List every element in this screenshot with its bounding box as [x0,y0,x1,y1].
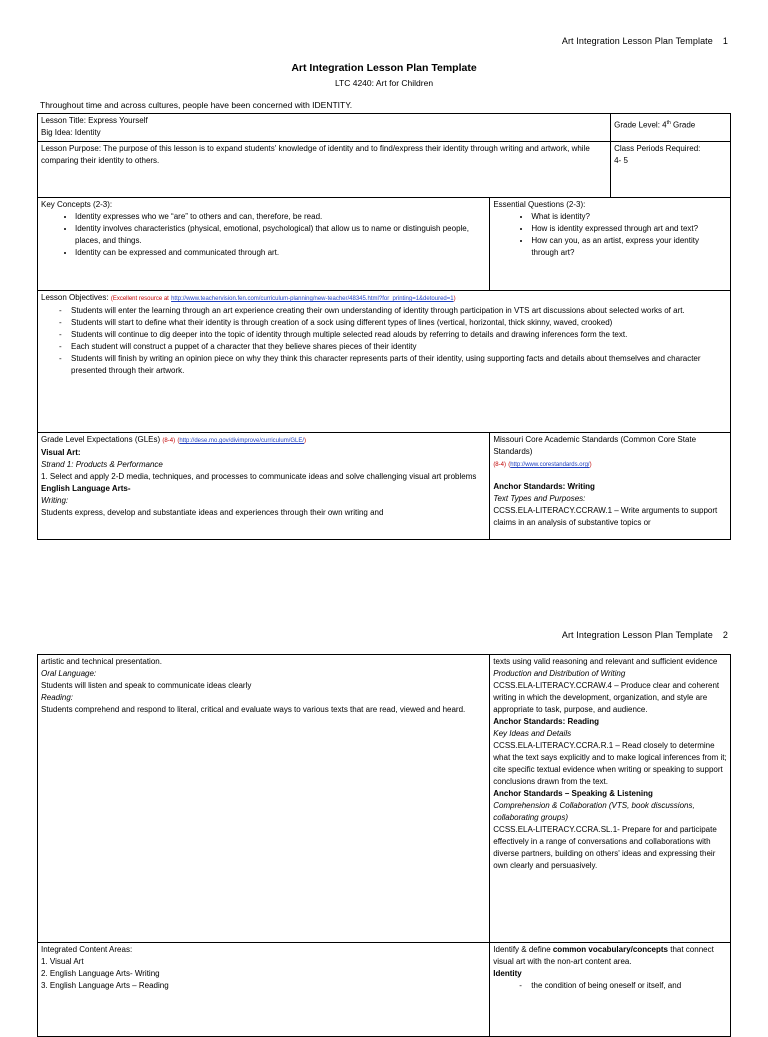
mcas-range: (8-4) [493,462,506,468]
key-ideas-label: Key Ideas and Details [493,729,572,738]
grade-level-suffix: Grade [670,120,696,130]
list-item: • What is identity? [531,211,727,223]
writing-cont: artistic and technical presentation. [41,657,162,666]
strand-label: Strand 1: Products & Performance [41,460,163,469]
visual-art-label: Visual Art: [41,448,81,457]
anchor-writing-label: Anchor Standards: Writing [493,482,595,491]
lesson-title-row [38,114,731,142]
gle-continued-cell [38,655,490,943]
text-types-label: Text Types and Purposes: [493,494,586,503]
writing-text: Students express, develop and substantiate ideas and experiences through their own writing and [41,508,384,517]
document-subtitle: LTC 4240: Art for Children [334,78,434,88]
list-item: • How is identity expressed through art and text? [531,223,727,235]
mcas-continued-cell [490,655,731,943]
gle-link[interactable]: http://dese.mo.gov/divimprove/curriculum/GLE/ [179,438,305,444]
mcas-cell [490,433,731,540]
integrated-row [38,943,731,1037]
ela-label: English Language Arts- [41,484,131,493]
reading-text: Students comprehend and respond to literal, critical and evaluate ways to various texts that are read, viewed and heard. [41,705,466,714]
oral-label: Oral Language: [41,669,97,678]
ccrasl1-text: CCSS.ELA-LITERACY.CCRA.SL.1- Prepare for and participate effectively in a range of conversations and collaborations with diverse partners, building on others' ideas and expressing their own clearly and persuasively. [493,825,717,870]
page-gap [0,588,768,620]
resource-note: (Excellent resource at [110,296,169,302]
anchor-speaking-label: Anchor Standards – Speaking & Listening [493,789,653,798]
production-label: Production and Distribution of Writing [493,669,626,678]
essential-questions-heading: Essential Questions (2-3): [493,200,586,209]
lesson-purpose-cell [38,142,611,198]
grade-level-label: Grade Level: 4 [614,120,667,130]
document-title: Art Integration Lesson Plan Template [291,62,477,74]
vocab-term: Identity [493,969,522,978]
list-item: • Identity expresses who we “are” to others and can, therefore, be read. [75,211,486,223]
vocab-intro [493,944,727,968]
lesson-title-cell [38,114,611,142]
big-idea: Big Idea: Identity [41,128,101,137]
lesson-plan-table [37,113,731,540]
writing-label: Writing: [41,496,69,505]
class-periods-cell [611,142,731,198]
running-header-title: Art Integration Lesson Plan Template [561,630,713,640]
vocab-cell [490,943,731,1037]
concepts-row [38,198,731,291]
reading-label: Reading: [41,693,74,702]
list-item: - Each student will construct a puppet of a character that they believe shares pieces of their identity [71,341,727,353]
vocab-intro-bold: common vocabulary/concepts [552,945,669,954]
objectives-heading [41,292,727,305]
key-concepts-cell [38,198,490,291]
lesson-title: Lesson Title: Express Yourself [41,116,148,125]
list-item: 2. English Language Arts- Writing [41,969,160,978]
running-header-title: Art Integration Lesson Plan Template [561,36,713,46]
page-number: 2 [722,630,728,640]
ccrar1-text: CCSS.ELA-LITERACY.CCRA.R.1 – Read closely to determine what the text says explicitly and to make logical inferences from it; cite specific textual evidence when writing or speaking to support conclusions drawn from the text. [493,741,727,786]
lesson-plan-table-continued [37,654,731,1037]
mcas-heading: Missouri Core Academic Standards (Common Core State Standards) [493,435,697,456]
list-item: - Students will start to define what their identity is through creation of a sock using different types of lines (vertical, horizontal, thick skinny, waved, crooked) [71,317,727,329]
page-2 [0,620,768,1024]
gle-range: (8-4) [162,438,176,444]
list-item: - Students will finish by writing an opinion piece on why they think this character represents parts of their identity, using supporting facts and details about themselves and character presented through their artwork. [71,353,727,377]
gle-heading: Grade Level Expectations (GLEs) (8-4) (http://dese.mo.gov/divimprove/curriculum/GLE/) [41,435,307,444]
oral-text: Students will listen and speak to communicate ideas clearly [41,681,252,690]
grade-level-sup: th [666,120,671,126]
objectives-row [38,291,731,433]
ccraw4-text: CCSS.ELA-LITERACY.CCRAW.4 – Produce clear and coherent writing in which the development, organization, and style are appropriate to task, purpose, and audience. [493,681,720,714]
resource-link[interactable]: http://www.teachervision.fen.com/curriculum-planning/new-teacher/48345.html?for_printing=1&detoured=1 [171,296,454,302]
list-item: 1. Visual Art [41,957,84,966]
resource-note-close: ) [453,296,456,302]
standards-continued-row [38,655,731,943]
integrated-heading: Integrated Content Areas: [41,945,133,954]
list-item: • Identity involves characteristics (physical, emotional, psychological) that allow us to name or distinguish people, places, and things. [75,223,486,247]
gle-heading-text: Grade Level Expectations (GLEs) [41,435,161,444]
objectives-cell [38,291,731,433]
gle-item-1: 1. Select and apply 2-D media, techniques, and processes to communicate ideas and solve challenging visual art problems [41,472,477,481]
vocab-def-list [493,980,727,992]
anchor-reading-label: Anchor Standards: Reading [493,717,600,726]
class-periods-label: Class Periods Required: [614,144,701,153]
objectives-label: Lesson Objectives: [41,293,109,302]
mcas-link[interactable]: http://www.corestandards.org/ [510,462,590,468]
standards-row [38,433,731,540]
comprehension-label: Comprehension & Collaboration (VTS, book discussions, collaborating groups) [493,801,695,822]
grade-level-cell [611,114,731,142]
objectives-list [41,305,727,377]
running-header [562,630,728,640]
ccraw1-text: CCSS.ELA-LITERACY.CCRAW.1 – Write arguments to support claims in an analysis of substantive topics or [493,506,718,527]
list-item: - Students will continue to dig deeper into the topic of identity through multiple selected read alouds by referring to details and drawing inferences form the text. [71,329,727,341]
essential-questions-list [493,211,727,259]
vocab-intro-pre: Identify & define [493,945,553,954]
essential-questions-cell [490,198,731,291]
list-item: • Identity can be expressed and communicated through art. [75,247,486,259]
integrated-cell [38,943,490,1037]
list-item: - Students will enter the learning through an art experience creating their own understanding of identity through participation in VTS art discussions about selected works of art. [71,305,727,317]
list-item: 3. English Language Arts – Reading [41,981,169,990]
ccraw1-cont: texts using valid reasoning and relevant and sufficient evidence [493,657,718,666]
class-periods-value: 4- 5 [614,156,628,165]
lesson-purpose-row [38,142,731,198]
gle-cell [38,433,490,540]
vocab-intro-post: that connect visual art with the non-art content area. [493,945,714,966]
key-concepts-heading: Key Concepts (2-3): [41,200,113,209]
vocab-definition: - the condition of being oneself or itself, and [531,980,727,992]
intro-text: Throughout time and across cultures, people have been concerned with IDENTITY. [40,100,353,110]
mcas-link-line: (8-4) (http://www.corestandards.org/) [493,462,592,468]
key-concepts-list [41,211,486,259]
list-item: • How can you, as an artist, express your identity through art? [531,235,727,259]
lesson-purpose: Lesson Purpose: The purpose of this lesson is to expand students' knowledge of identity and to find/express their identity through writing and artwork, while comparing their identity to others. [41,144,590,165]
page-number: 1 [722,36,728,46]
running-header [562,36,728,46]
